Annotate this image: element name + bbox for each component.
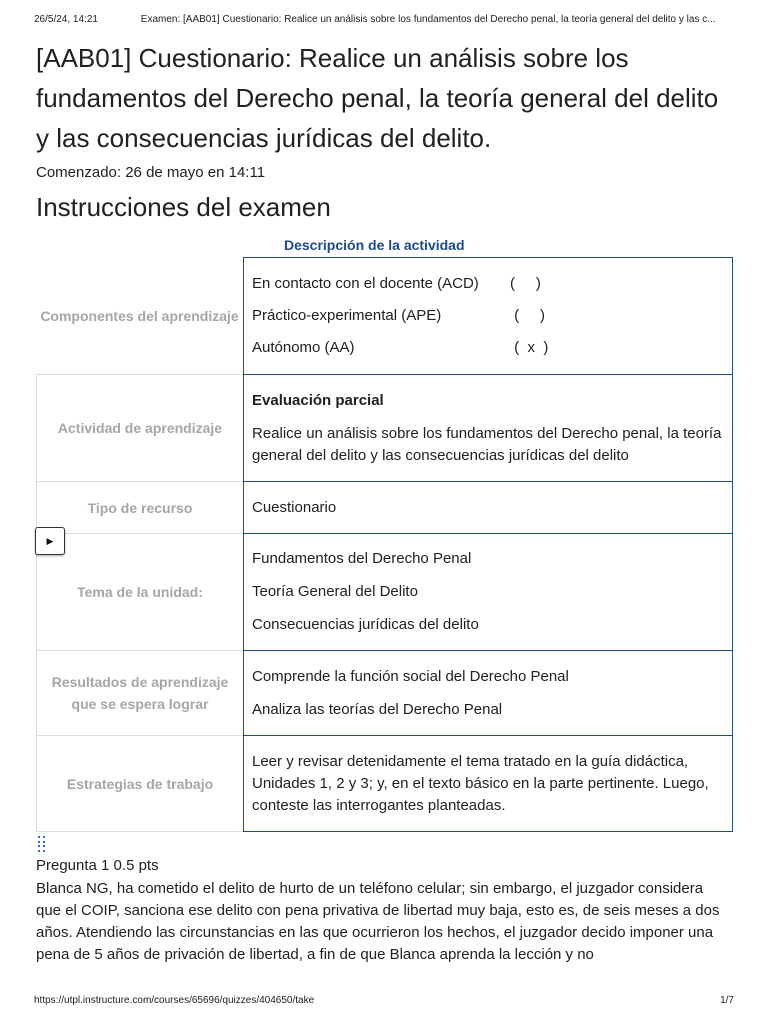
unit-theme-item: Teoría General del Delito	[252, 583, 418, 600]
table-row-activity	[36, 375, 733, 482]
print-document-title: Examen: [AAB01] Cuestionario: Realice un análisis sobre los fundamentos del Derecho penal, la teoría general del delito y las c...	[140, 14, 716, 25]
component-item	[252, 305, 724, 327]
unit-theme-label: Tema de la unidad:	[36, 534, 243, 651]
strategies-cell	[243, 736, 733, 832]
question-header: Pregunta 1 0.5 pts	[36, 857, 159, 874]
instructions-heading: Instrucciones del examen	[36, 192, 331, 222]
play-button[interactable]	[35, 527, 65, 555]
component-item	[252, 273, 724, 295]
table-row-outcomes	[36, 651, 733, 736]
outcome-item: Comprende la función social del Derecho Penal	[252, 667, 569, 685]
play-triangle-icon: ▶	[46, 535, 54, 546]
components-label: Componentes del aprendizaje	[36, 257, 243, 375]
resource-cell	[243, 482, 733, 534]
table-row-resource	[36, 482, 733, 534]
activity-label: Actividad de aprendizaje	[36, 375, 243, 482]
resource-label: Tipo de recurso	[36, 482, 243, 534]
strategies-label: Estrategias de trabajo	[36, 736, 243, 832]
resource-value: Cuestionario	[252, 498, 337, 516]
activity-description-table	[36, 257, 733, 832]
table-row-unit-theme	[36, 534, 733, 651]
outcome-item: Analiza las teorías del Derecho Penal	[252, 700, 503, 718]
outcomes-label: Resultados de aprendizaje que se espera lograr	[36, 651, 243, 736]
activity-text: Realice un análisis sobre los fundamentos del Derecho penal, la teoría general del delito y las consecuencias jurídicas del delito	[252, 424, 722, 464]
print-header	[34, 14, 748, 25]
outcomes-cell	[243, 651, 733, 736]
component-name: Autónomo (AA)	[252, 339, 355, 356]
strategies-text: Leer y revisar detenidamente el tema tratado en la guía didáctica, Unidades 1, 2 y 3; y, en el texto básico en la parte pertinente. Luego, conteste las interrogantes planteadas.	[252, 752, 709, 814]
unit-theme-item: Consecuencias jurídicas del delito	[252, 616, 479, 633]
unit-theme-item: Fundamentos del Derecho Penal	[252, 550, 472, 567]
page-title: [AAB01] Cuestionario: Realice un análisis sobre los fundamentos del Derecho penal, la teoría general del delito y las consecuencias jurídicas del delito.	[36, 43, 719, 153]
component-name: En contacto con el docente (ACD)	[252, 275, 479, 292]
quiz-started-time: Comenzado: 26 de mayo en 14:11	[36, 164, 266, 181]
drag-handle-icon[interactable]	[38, 836, 46, 852]
component-mark: ( x )	[510, 339, 549, 356]
activity-cell	[243, 375, 733, 482]
activity-heading: Evaluación parcial	[252, 391, 384, 409]
table-row-components	[36, 257, 733, 375]
component-item	[252, 337, 724, 359]
question-text: Blanca NG, ha cometido el delito de hurto de un teléfono celular; sin embargo, el juzgador considera que el COIP, sanciona ese delito con pena privativa de libertad muy baja, esto es, de seis meses a dos años. Atendiendo las circunstancias en las que ocurrieron los hechos, el juzgador decido imponer una pena de 5 años de privación de libertad, a fin de que Blanca aprenda la lección y no	[36, 880, 720, 963]
unit-theme-cell	[243, 534, 733, 651]
table-caption: Descripción de la actividad	[284, 237, 465, 253]
print-page-number: 1/7	[720, 995, 734, 1006]
print-url: https://utpl.instructure.com/courses/65696/quizzes/404650/take	[34, 995, 315, 1006]
component-mark: ( )	[510, 275, 541, 292]
print-date: 26/5/24, 14:21	[34, 14, 98, 25]
component-mark: ( )	[510, 307, 545, 324]
component-name: Práctico-experimental (APE)	[252, 307, 442, 324]
table-row-strategies	[36, 736, 733, 832]
components-cell	[243, 257, 733, 375]
